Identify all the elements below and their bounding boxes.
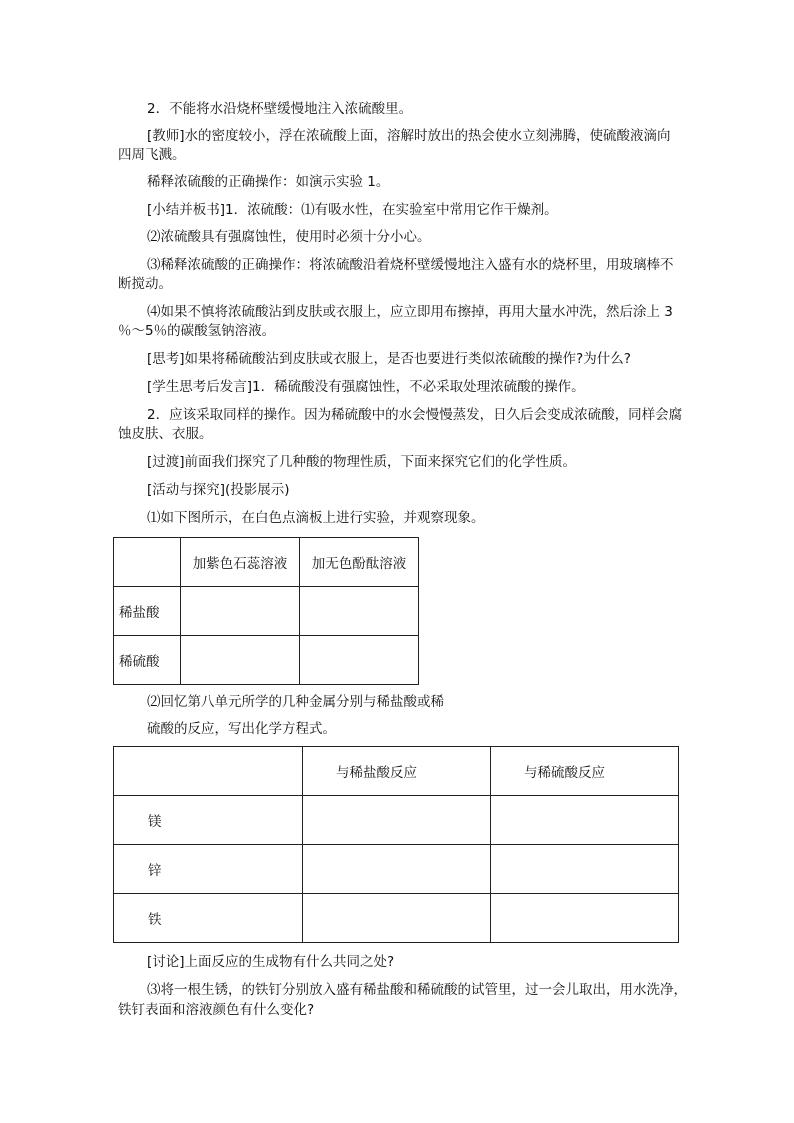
paragraph: [过渡]前面我们探究了几种酸的物理性质，下面来探究它们的化学性质。 <box>147 454 577 470</box>
table-cell <box>303 894 491 943</box>
table-cell <box>300 587 419 636</box>
row-label-cell: 铁 <box>114 894 303 943</box>
paragraph: [思考]如果将稀硫酸沾到皮肤或衣服上，是否也要进行类似浓硫酸的操作?为什么? <box>147 351 631 367</box>
table-cell <box>491 796 679 845</box>
paragraph: ％～5％的碳酸氢钠溶液。 <box>118 323 276 339</box>
paragraph: ⑶稀释浓硫酸的正确操作：将浓硫酸沿着烧杯壁缓慢地注入盛有水的烧杯里，用玻璃棒不 <box>147 257 674 273</box>
paragraph: [小结并板书]1．浓硫酸：⑴有吸水性，在实验室中常用它作干燥剂。 <box>147 202 558 218</box>
metal-reaction-table <box>113 746 679 943</box>
paragraph: 稀释浓硫酸的正确操作：如演示实验 1。 <box>147 174 390 190</box>
paragraph: ⑵浓硫酸具有强腐蚀性，使用时必须十分小心。 <box>147 229 431 245</box>
table-header-cell: 加无色酚酞溶液 <box>300 538 419 587</box>
row-label-cell: 锌 <box>114 845 303 894</box>
paragraph: [活动与探究](投影展示) <box>147 482 290 498</box>
table-cell <box>181 587 300 636</box>
table-row <box>114 636 419 685</box>
paragraph: ⑶将一根生锈，的铁钉分别放入盛有稀盐酸和稀硫酸的试管里，过一会儿取出，用水洗净， <box>147 982 687 998</box>
paragraph: ⑷如果不慎将浓硫酸沾到皮肤或衣服上，应立即用布擦掉，再用大量水冲洗，然后涂上 3 <box>147 304 673 320</box>
row-label-cell: 镁 <box>114 796 303 845</box>
table-cell <box>491 845 679 894</box>
table-cell <box>181 636 300 685</box>
table-header-cell: 加紫色石蕊溶液 <box>181 538 300 587</box>
row-label-cell: 稀盐酸 <box>114 587 181 636</box>
table-header-cell <box>114 538 181 587</box>
indicator-table <box>113 537 419 685</box>
table-header-cell: 与稀硫酸反应 <box>491 747 679 796</box>
paragraph: 蚀皮肤、衣服。 <box>118 426 213 442</box>
table-cell <box>303 796 491 845</box>
paragraph: 铁钉表面和溶液颜色有什么变化? <box>118 1002 315 1018</box>
table-header-row <box>114 538 419 587</box>
row-label-cell: 稀硫酸 <box>114 636 181 685</box>
table-header-cell: 与稀盐酸反应 <box>303 747 491 796</box>
paragraph: ⑵回忆第八单元所学的几种金属分别与稀盐酸或稀 <box>147 694 444 710</box>
table-cell <box>491 894 679 943</box>
table-header-row <box>114 747 679 796</box>
paragraph: 四周飞溅。 <box>118 147 186 163</box>
table-row <box>114 587 419 636</box>
paragraph: 断搅动。 <box>118 276 172 292</box>
paragraph: 2．应该采取同样的操作。因为稀硫酸中的水会慢慢蒸发，日久后会变成浓硫酸，同样会腐 <box>147 407 683 423</box>
table-cell <box>303 845 491 894</box>
paragraph: ⑴如下图所示，在白色点滴板上进行实验，并观察现象。 <box>147 510 485 526</box>
table-row <box>114 796 679 845</box>
paragraph: 硫酸的反应，写出化学方程式。 <box>147 721 336 737</box>
paragraph: [教师]水的密度较小，浮在浓硫酸上面，溶解时放出的热会使水立刻沸腾，使硫酸液滴向 <box>147 128 671 144</box>
paragraph: 2．不能将水沿烧杯壁缓慢地注入浓硫酸里。 <box>147 101 413 117</box>
table-header-cell <box>114 747 303 796</box>
paragraph: [学生思考后发言]1．稀硫酸没有强腐蚀性，不必采取处理浓硫酸的操作。 <box>147 379 585 395</box>
table-row <box>114 845 679 894</box>
paragraph: [讨论]上面反应的生成物有什么共同之处? <box>147 954 395 970</box>
table-row <box>114 894 679 943</box>
table-cell <box>300 636 419 685</box>
